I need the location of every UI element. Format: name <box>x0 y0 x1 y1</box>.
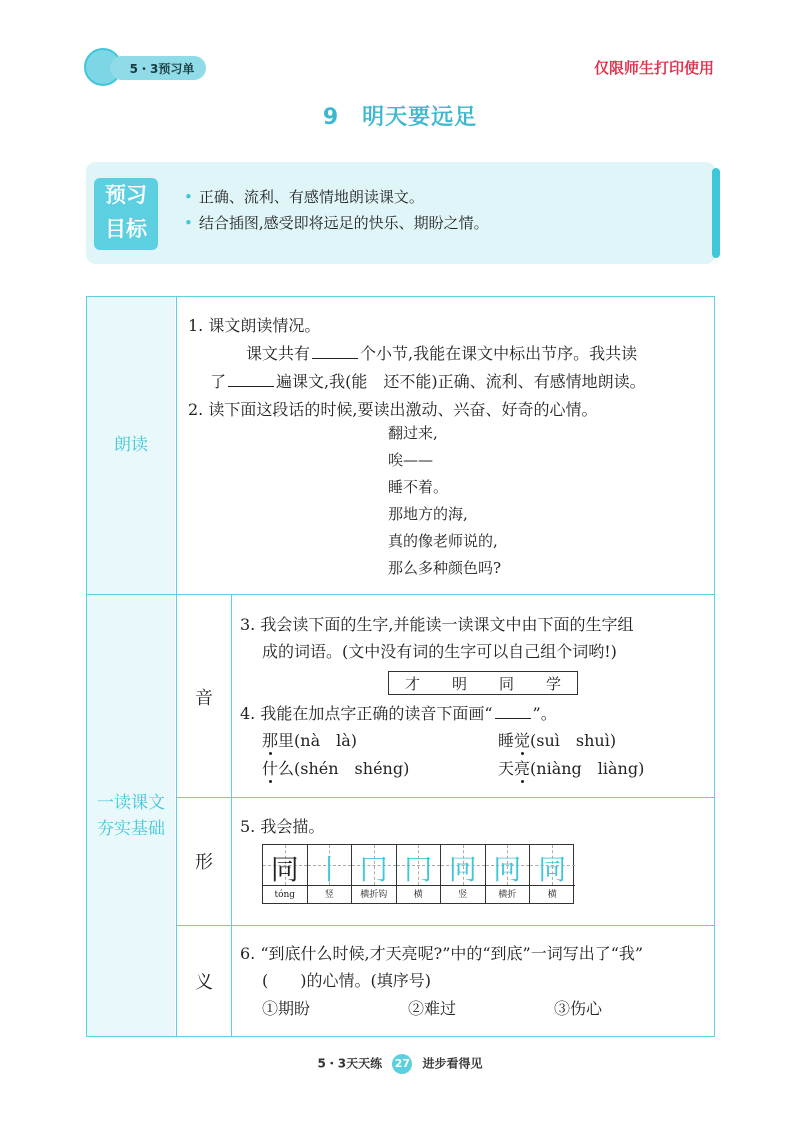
char-item: 才 <box>404 674 420 693</box>
trace-char: 同 <box>270 853 299 886</box>
char-item: 明 <box>451 674 467 693</box>
question-3-line2: 成的词语。(文中没有词的生字可以自己组个词哟!) <box>262 642 617 661</box>
preview-goals <box>86 162 716 264</box>
char-item: 同 <box>498 674 514 693</box>
sound-label: 音 <box>195 688 213 709</box>
pinyin-option-1[interactable]: 那里(nà là) <box>262 731 358 750</box>
trace-cell[interactable]: 丨 <box>308 845 353 885</box>
poem-line: 唉—— <box>388 451 434 469</box>
stroke-label: 竖 <box>441 885 486 904</box>
goals-tag <box>94 178 158 250</box>
char-list <box>388 671 578 695</box>
stroke-label: 横 <box>530 885 575 904</box>
footer <box>0 1054 800 1074</box>
option-3[interactable]: ③伤心 <box>554 999 603 1018</box>
poem-line: 那么多种颜色吗? <box>388 559 502 577</box>
trace-cell <box>263 845 308 885</box>
question-4: 4. 我能在加点字正确的读音下面画“ ”。 <box>240 704 557 723</box>
question-1: 1. 课文朗读情况。 <box>188 316 321 335</box>
shape-label: 形 <box>195 852 213 873</box>
stroke-label: 横折 <box>486 885 531 904</box>
meaning-label: 义 <box>195 972 213 993</box>
stroke-label: tóng <box>263 885 308 904</box>
goals-tag-line2: 目标 <box>105 217 147 241</box>
page-number: 27 <box>392 1054 412 1074</box>
poem-line: 翻过来, <box>388 424 438 442</box>
question-1-line2: 了 遍课文,我(能 还不能)正确、流利、有感情地朗读。 <box>210 372 646 391</box>
trace-cell[interactable]: 冂 <box>352 845 397 885</box>
question-6-line1: 6. “到底什么时候,才天亮呢?”中的“到底”一词写出了“我” <box>240 944 644 963</box>
blank-sections[interactable] <box>312 342 358 359</box>
poem-line: 睡不着。 <box>388 478 449 496</box>
option-1[interactable]: ①期盼 <box>262 999 311 1018</box>
option-2[interactable]: ②难过 <box>408 999 457 1018</box>
trace-cell[interactable]: 冋 <box>441 845 486 885</box>
goals-list <box>184 184 489 236</box>
lesson-title: 9 明天要远足 <box>322 105 478 130</box>
poem-line: 真的像老师说的, <box>388 532 498 550</box>
pinyin-option-3[interactable]: 什么(shén shéng) <box>262 759 410 778</box>
tracing-grid[interactable] <box>262 844 574 904</box>
blank-times[interactable] <box>228 370 274 387</box>
print-restriction: 仅限师生打印使用 <box>593 59 714 77</box>
poem-line: 那地方的海, <box>388 505 468 523</box>
goal-item: • 结合插图,感受即将远足的快乐、期盼之情。 <box>184 214 489 232</box>
goals-edge <box>712 168 720 258</box>
stroke-label: 横折钩 <box>352 885 397 904</box>
badge-label: 5・3预习单 <box>110 56 206 80</box>
trace-cell[interactable]: 冋 <box>486 845 531 885</box>
trace-cell[interactable]: 同 <box>530 845 575 885</box>
pinyin-option-4[interactable]: 天亮(niàng liàng) <box>498 759 645 778</box>
poem <box>388 420 501 582</box>
question-6-line2: ( )的心情。(填序号) <box>262 971 431 990</box>
question-5: 5. 我会描。 <box>240 817 325 836</box>
question-2: 2. 读下面这段话的时候,要读出激动、兴奋、好奇的心情。 <box>188 400 598 419</box>
pinyin-option-2[interactable]: 睡觉(suì shuì) <box>498 731 617 750</box>
char-item: 学 <box>545 674 561 693</box>
question-1-line1: 课文共有 个小节,我能在课文中标出节序。我共读 <box>246 344 638 363</box>
stroke-label: 竖 <box>308 885 353 904</box>
basics-label: 一读课文 夯实基础 <box>97 793 165 839</box>
stroke-label: 横 <box>397 885 442 904</box>
footer-right: 进步看得见 <box>422 1056 483 1071</box>
footer-left: 5・3天天练 <box>317 1056 383 1071</box>
goals-tag-line1: 预习 <box>105 183 147 207</box>
goal-item: • 正确、流利、有感情地朗读课文。 <box>184 188 424 206</box>
trace-cell[interactable]: 冂 <box>397 845 442 885</box>
question-3-line1: 3. 我会读下面的生字,并能读一读课文中由下面的生字组 <box>240 615 634 634</box>
left-column <box>87 297 175 1036</box>
reading-label: 朗读 <box>114 435 148 455</box>
